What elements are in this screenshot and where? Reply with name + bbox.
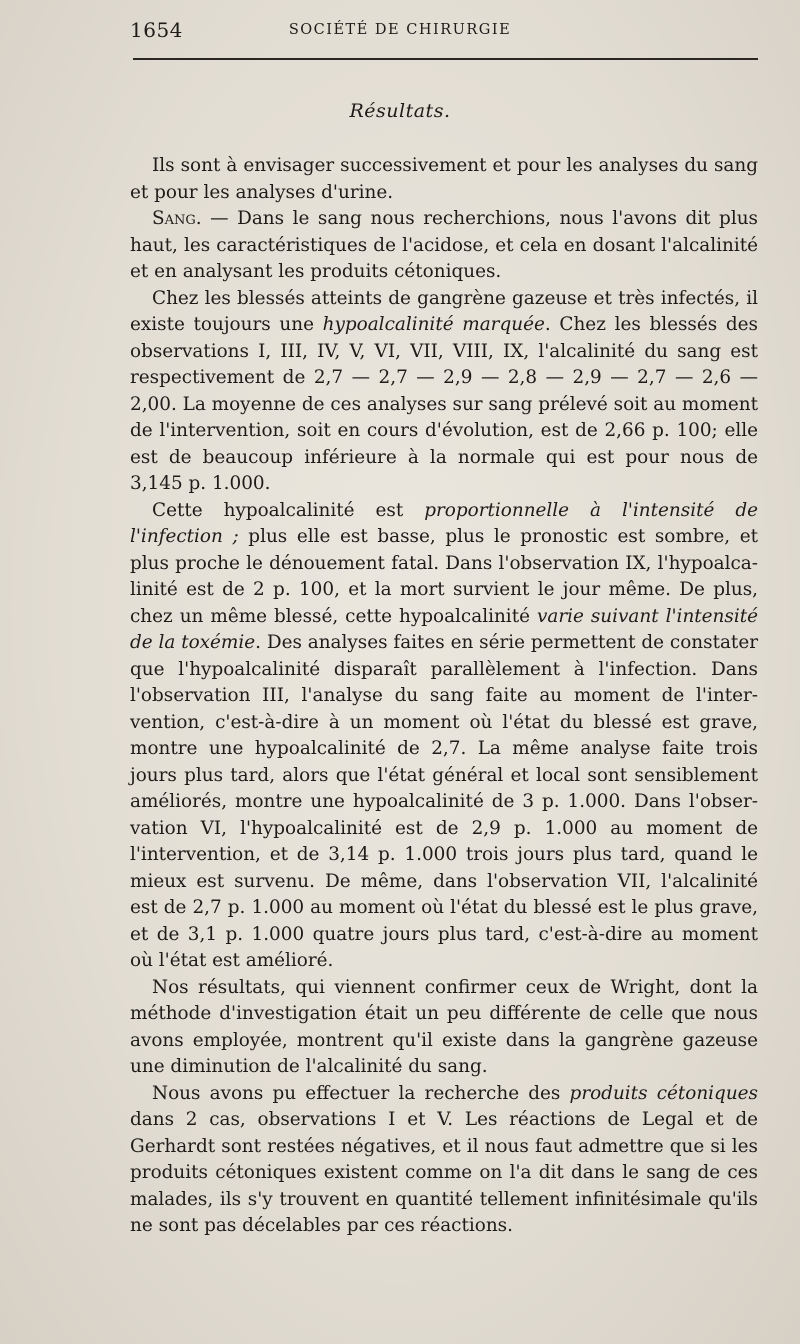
running-head: SOCIÉTÉ DE CHIRURGIE [288,22,512,38]
emphasis-run: hypoalcalinité marquée [322,314,545,335]
text-run: Nous avons pu effectuer la recherche des [152,1082,570,1104]
text-run: Cette hypoalcalinité est [152,499,425,521]
paragraph-cetoniques [130,1081,758,1240]
paragraph-proportionnelle [130,498,758,975]
body-text [130,153,758,1240]
text-run: dans 2 cas, observations I et V. Les réactions de Legal et de Gerhardt sont restées négatives, et il nous faut admettre que si les produits cétoniques existent comme on l'a dit dans le sang de ces malades, ils s'y trouvent en quantité tellement infinitésimale qu'ils ne sont pas décelables par ces réactions. [130,1109,758,1236]
paragraph-sang [130,206,758,286]
section-title: Résultats. [349,100,451,122]
text-run: Chez les blessés atteints de gangrène gazeuse et très infectés, il existe toujours une [130,287,758,335]
paragraph-wright: Nos résultats, qui viennent confirmer ceux de Wright, dont la méthode d'investigation était un peu différente de celle que nous avons employée, montrent qu'il existe dans la gangrène gazeuse une diminution de l'alcalinité du sang. [130,976,758,1077]
text-run: . Des analyses faites en série permettent de constater que l'hypoalcalinité disparaît parallèlement à l'infection. Dans l'observation III, l'analyse du sang faite au moment de l'intervention, c'est-à-dire à un moment où l'état du blessé est grave, montre une hypoalcalinité de 2,7. La même analyse faite trois jours plus tard, alors que l'état général et local sont sensiblement améliorés, montre une hypoalcalinité de 3 p. 1.000. Dans l'observation VI, l'hypoalcalinité est de 2,9 p. 1.000 au moment de l'intervention, et de 3,14 p. 1.000 trois jours plus tard, quand le mieux est survenu. De même, dans l'observation VII, l'alcalinité est de 2,7 p. 1.000 au moment où l'état du blessé est le plus grave, et de 3,1 p. 1.000 quatre jours plus tard, c'est-à-dire au moment où l'état est amélioré. [130,632,758,971]
emphasis-run: varie suivant l'intensité de la toxémie [130,605,758,653]
paragraph-hypoalcalinite [130,286,758,498]
page-number: 1654 [130,18,183,42]
paragraph-intro: Ils sont à envisager successivement et pour les analyses du sang et pour les analyses d'urine. [130,155,758,203]
text-run: . Chez les blessés des observations I, III, IV, V, VI, VII, VIII, IX, l'alcalinité du sang est respectivement de 2,7 — 2,7 — 2,9 — 2,8 — 2,9 — 2,7 — 2,6 — 2,00. La moyenne de ces analyses sur sang prélevé soit au moment de l'intervention, soit en cours d'évolution, est de 2,66 p. 100; elle est de beaucoup inférieure à la normale qui est pour nous de 3,145 p. 1.000. [130,314,758,494]
header-rule [133,58,758,60]
paragraph-lead: Sang. [152,208,202,229]
text-run: plus elle est basse, plus le pronostic est sombre, et plus proche le dénouement fatal. Dans l'observation IX, l'hypoalcalinité est de 2 p. 100, et la mort survient le jour même. De plus, chez un même blessé, cette hypoalcalinité [130,526,758,627]
paragraph-text: — Dans le sang nous recherchions, nous l'avons dit plus haut, les caractéristiques de l'acidose, et cela en dosant l'alcalinité et en analysant les produits cétoniques. [130,208,758,282]
emphasis-run: proportionnelle à l'intensité de l'infection ; [130,499,759,547]
page-header [0,14,800,54]
emphasis-run: produits cétoniques [569,1082,758,1104]
